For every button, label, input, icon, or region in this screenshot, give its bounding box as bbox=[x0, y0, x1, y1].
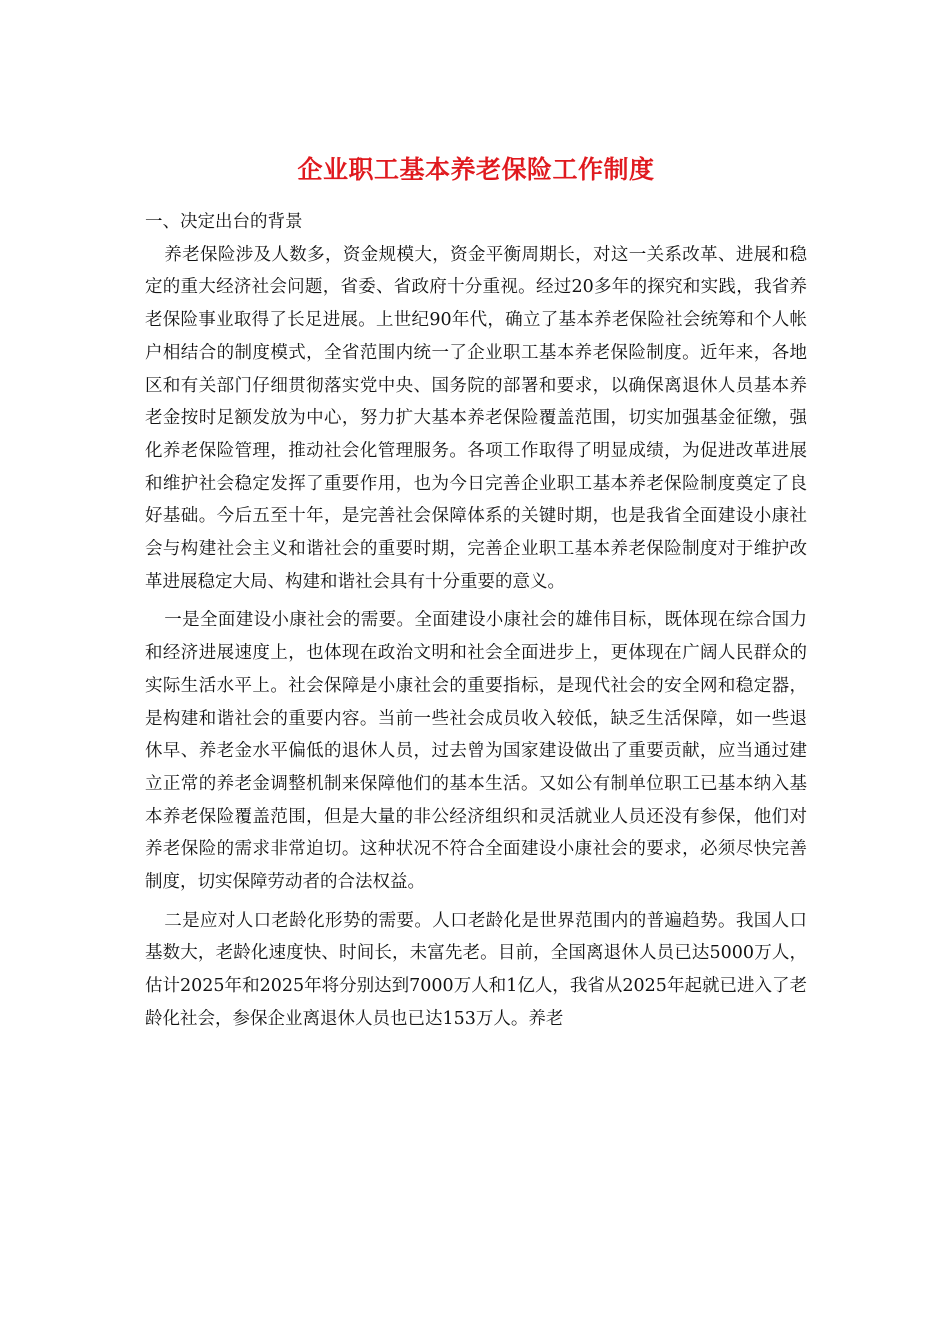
paragraph-point-one: 一是全面建设小康社会的需要。全面建设小康社会的雄伟目标，既体现在综合国力和经济进展速度上，也体现在政治文明和社会全面进步上，更体现在广阔人民群众的实际生活水平上。社会保障是小康社会的重要指标，是现代社会的安全网和稳定器，是构建和谐社会的重要内容。当前一些社会成员收入较低，缺乏生活保障，如一些退休早、养老金水平偏低的退休人员，过去曾为国家建设做出了重要贡献，应当通过建立正常的养老金调整机制来保障他们的基本生活。又如公有制单位职工已基本纳入基本养老保险覆盖范围，但是大量的非公经济组织和灵活就业人员还没有参保，他们对养老保险的需求非常迫切。这种状况不符合全面建设小康社会的要求，必须尽快完善制度，切实保障劳动者的合法权益。 bbox=[145, 610, 807, 893]
paragraph-background: 养老保险涉及人数多，资金规模大，资金平衡周期长，对这一关系改革、进展和稳定的重大经济社会问题，省委、省政府十分重视。经过20多年的探究和实践，我省养老保险事业取得了长足进展。上世纪90年代，确立了基本养老保险社会统筹和个人帐户相结合的制度模式，全省范围内统一了企业职工基本养老保险制度。近年来，各地区和有关部门仔细贯彻落实党中央、国务院的部署和要求，以确保离退休人员基本养老金按时足额发放为中心，努力扩大基本养老保险覆盖范围，切实加强基金征缴，强化养老保险管理，推动社会化管理服务。各项工作取得了明显成绩，为促进改革进展和维护社会稳定发挥了重要作用，也为今日完善企业职工基本养老保险制度奠定了良好基础。今后五至十年，是完善社会保障体系的关键时期，也是我省全面建设小康社会与构建社会主义和谐社会的重要时期，完善企业职工基本养老保险制度对于维护改革进展稳定大局、构建和谐社会具有十分重要的意义。 bbox=[145, 244, 807, 592]
section-heading: 一、决定出台的背景 bbox=[145, 212, 303, 232]
document-title: 企业职工基本养老保险工作制度 bbox=[297, 155, 655, 184]
paragraph-point-two: 二是应对人口老龄化形势的需要。人口老龄化是世界范围内的普遍趋势。我国人口基数大，老龄化速度快、时间长，未富先老。目前，全国离退休人员已达5000万人，估计2025年和2025年将分别达到7000万人和1亿人，我省从2025年起就已进入了老龄化社会，参保企业离退休人员也已达153万人。养老 bbox=[145, 910, 807, 1029]
document-page bbox=[145, 148, 807, 1298]
